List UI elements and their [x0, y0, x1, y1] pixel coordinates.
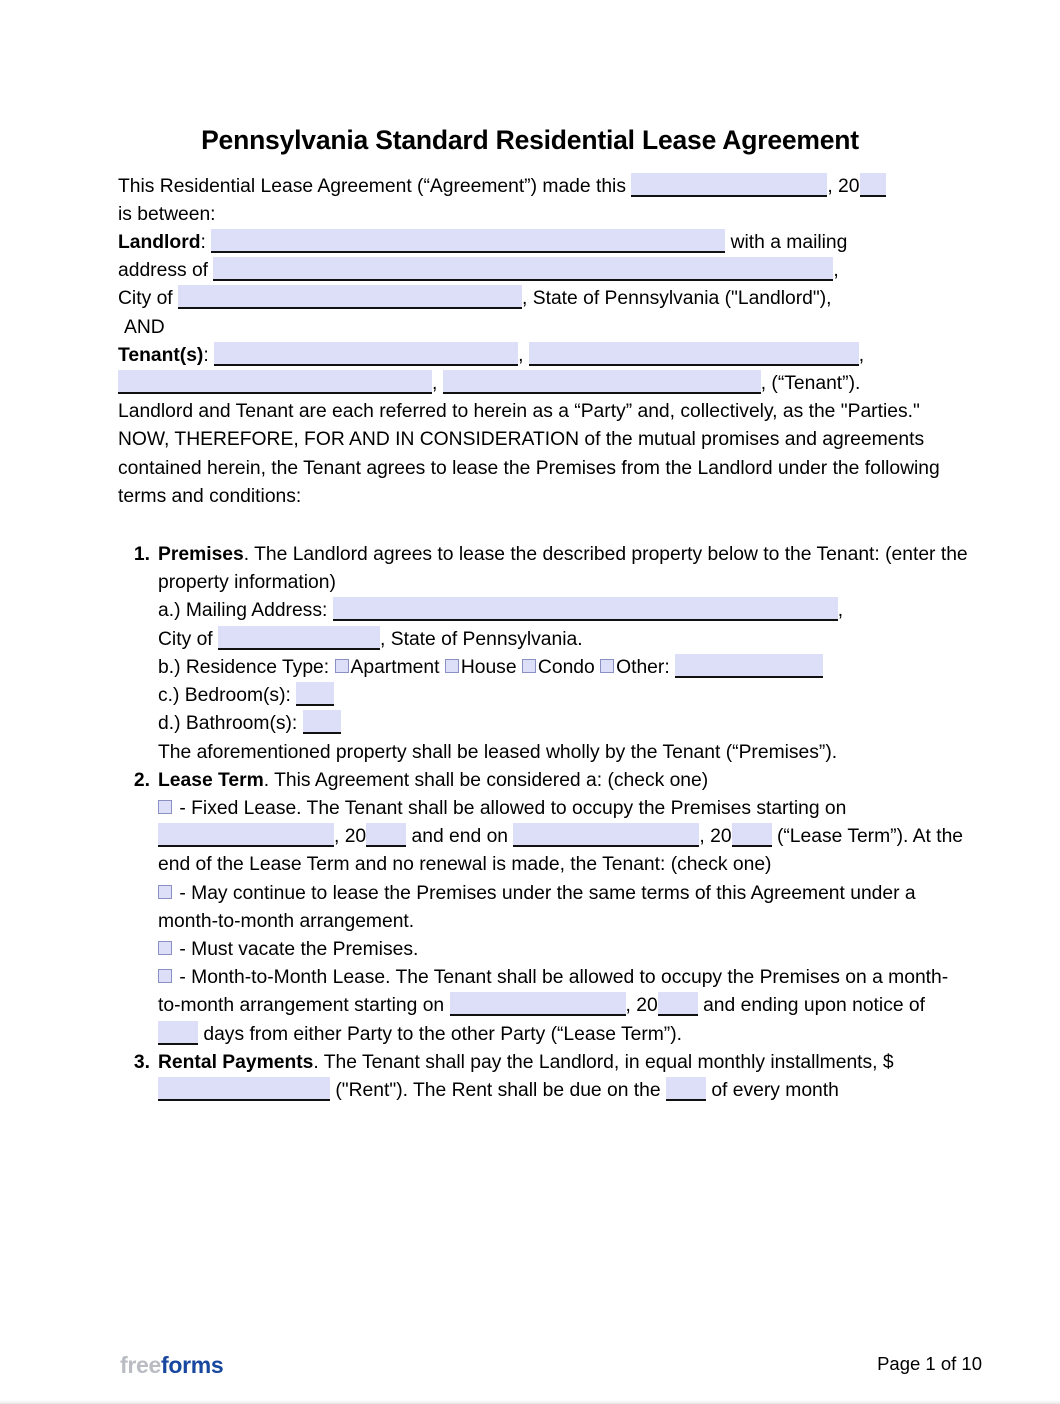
section-premises-number: 1.	[133, 544, 150, 566]
premises-item-a-city	[158, 626, 970, 654]
landlord-name-field[interactable]	[211, 229, 725, 253]
section-lease-term-intro-text: . This Agreement shall be considered a: (check one)	[263, 769, 709, 791]
fixed-lease-tail-text: (“Lease Term”). At the end of the Lease Term and no renewal is made, the Tenant: (check one)	[158, 826, 964, 876]
premises-bathrooms-label: d.) Bathroom(s):	[158, 713, 298, 735]
premises-option-other: Other:	[616, 656, 670, 678]
checkbox-apartment[interactable]	[335, 659, 349, 673]
mtm-notice-post-text: days from either Party to the other Party (“Lease Term”).	[203, 1023, 683, 1045]
mtm-start-date-field[interactable]	[450, 992, 626, 1016]
fixed-lease-mid-text: and end on	[411, 826, 509, 848]
premises-city-field[interactable]	[218, 626, 380, 650]
fixed-lease-start-date-field[interactable]	[158, 823, 334, 847]
mtm-start-year-prefix: , 20	[625, 995, 658, 1017]
section-premises-intro	[158, 541, 970, 597]
mtm-and-text: and	[703, 995, 736, 1017]
fixed-lease-end-year-field[interactable]	[732, 823, 772, 847]
landlord-address-suffix: ,	[833, 260, 839, 282]
section-rental-payments-heading: Rental Payments	[158, 1051, 314, 1073]
intro-line2-text: is between:	[118, 203, 216, 225]
fixed-lease-end-date-field[interactable]	[513, 823, 699, 847]
mtm-notice-days-field[interactable]	[158, 1021, 198, 1045]
premises-item-c	[158, 682, 970, 710]
sub-option-vacate	[158, 936, 970, 964]
section-rental-payments-intro-text: . The Tenant shall pay the Landlord, in equal monthly installments,	[313, 1051, 878, 1073]
premises-city-suffix: , State of Pennsylvania.	[380, 628, 583, 650]
landlord-suffix: with a mailing	[730, 232, 848, 254]
section-lease-term	[118, 767, 970, 1049]
intro-line1-text: This Residential Lease Agreement (“Agreement”) made this	[118, 175, 626, 197]
document-body	[0, 173, 1060, 1106]
section-lease-term-intro	[158, 767, 970, 795]
premises-other-field[interactable]	[675, 654, 823, 678]
landlord-address-label: address of	[118, 260, 209, 282]
fixed-lease-text: - Fixed Lease. The Tenant shall be allowed to occupy the Premises starting on	[179, 797, 847, 819]
tenant-comma-2: ,	[858, 344, 865, 366]
mtm-start-year-field[interactable]	[658, 992, 698, 1016]
tenant-block	[118, 342, 970, 398]
landlord-city-label: City of	[118, 288, 173, 310]
checkbox-continue-month-to-month[interactable]	[158, 885, 172, 899]
page-title: Pennsylvania Standard Residential Lease Agreement	[201, 124, 859, 155]
consideration-paragraph: NOW, THEREFORE, FOR AND IN CONSIDERATION of the mutual promises and agreements contained herein, the Tenant agrees to lease the Premises from the Landlord under the following terms and conditions:	[118, 429, 940, 507]
premises-item-b	[158, 654, 970, 682]
landlord-label: Landlord	[118, 232, 201, 254]
premises-city-label: City of	[158, 628, 213, 650]
month-to-month-option	[158, 964, 970, 1049]
tenant-suffix: , (“Tenant”).	[760, 373, 861, 395]
rent-amount-field[interactable]	[158, 1077, 330, 1101]
tenant-name-field-3[interactable]	[118, 370, 432, 394]
tenant-name-field-1[interactable]	[214, 342, 518, 366]
checkbox-must-vacate[interactable]	[158, 941, 172, 955]
document-page	[0, 18, 1060, 1404]
parties-defined-paragraph: Landlord and Tenant are each referred to herein as a “Party” and, collectively, as the "Parties."	[118, 401, 920, 423]
agreement-year-field[interactable]	[860, 173, 886, 197]
fixed-lease-option	[158, 795, 970, 880]
checkbox-house[interactable]	[445, 659, 459, 673]
logo-text-forms: forms	[161, 1351, 224, 1378]
and-label: AND	[124, 316, 165, 338]
premises-option-apartment: Apartment	[350, 656, 440, 678]
page-bottom-edge	[0, 1400, 1060, 1404]
premises-bedrooms-field[interactable]	[296, 682, 334, 706]
fixed-lease-end-year-prefix: , 20	[699, 826, 732, 848]
landlord-block	[118, 229, 970, 342]
premises-option-condo: Condo	[537, 656, 595, 678]
rent-due-day-field[interactable]	[666, 1077, 706, 1101]
month-to-month-text: - Month-to-Month Lease. The Tenant shall be allowed to occupy the Premises on a month-to-month arrangement starting on	[158, 967, 949, 1017]
tenant-colon: :	[203, 344, 209, 366]
sub-option-vacate-text: - Must vacate the Premises.	[179, 938, 419, 960]
fixed-lease-start-year-prefix: , 20	[334, 826, 367, 848]
checkbox-fixed-lease[interactable]	[158, 800, 172, 814]
section-premises	[118, 541, 970, 767]
landlord-address-field[interactable]	[213, 257, 833, 281]
fixed-lease-start-year-field[interactable]	[366, 823, 406, 847]
section-rental-payments	[118, 1049, 970, 1105]
tenant-name-field-2[interactable]	[529, 342, 859, 366]
rent-mid-text: ("Rent"). The Rent shall be due on the	[335, 1079, 661, 1101]
premises-mailing-address-label: a.) Mailing Address:	[158, 600, 328, 622]
checkbox-other[interactable]	[600, 659, 614, 673]
premises-bathrooms-field[interactable]	[303, 710, 341, 734]
freeforms-logo	[120, 1352, 223, 1379]
premises-item-a	[158, 597, 970, 625]
premises-residence-type-label: b.) Residence Type:	[158, 656, 330, 678]
page-indicator: Page 1 of 10	[877, 1352, 982, 1374]
section-lease-term-number: 2.	[133, 769, 150, 791]
sub-option-continue-lease	[158, 880, 970, 936]
logo-text-free: free	[120, 1351, 161, 1378]
mtm-notice-pre-text: ending upon notice of	[740, 995, 925, 1017]
premises-bedrooms-label: c.) Bedroom(s):	[158, 685, 291, 707]
tenant-name-field-4[interactable]	[443, 370, 761, 394]
premises-mailing-address-field[interactable]	[333, 597, 838, 621]
intro-paragraph	[118, 173, 970, 229]
premises-closing-text: The aforementioned property shall be leased wholly by the Tenant (“Premises”).	[158, 741, 838, 763]
rent-tail-text: of every month	[711, 1079, 839, 1101]
landlord-city-suffix: , State of Pennsylvania ("Landlord"),	[522, 288, 832, 310]
tenant-comma-3: ,	[432, 373, 438, 395]
premises-item-a-suffix: ,	[837, 600, 844, 622]
landlord-colon: :	[200, 232, 206, 254]
page-footer	[0, 1344, 1060, 1404]
premises-option-house: House	[460, 656, 517, 678]
section-premises-intro-text: . The Landlord agrees to lease the described property below to the Tenant: (enter the property information)	[158, 544, 968, 594]
section-premises-heading: Premises	[158, 544, 244, 566]
section-rental-payments-body	[158, 1049, 970, 1105]
tenant-label: Tenant(s)	[118, 344, 204, 366]
agreement-date-field[interactable]	[631, 173, 827, 197]
landlord-city-field[interactable]	[178, 285, 522, 309]
checkbox-month-to-month-lease[interactable]	[158, 969, 172, 983]
rent-dollar-sign: $	[882, 1051, 894, 1073]
section-rental-payments-number: 3.	[133, 1051, 150, 1073]
section-lease-term-heading: Lease Term	[158, 769, 264, 791]
intro-line1-suffix: , 20	[827, 175, 860, 197]
tenant-comma-1: ,	[518, 344, 524, 366]
premises-item-d	[158, 710, 970, 738]
sub-option-continue-text: - May continue to lease the Premises under the same terms of this Agreement under a month-to-month arrangement.	[158, 882, 916, 932]
checkbox-condo[interactable]	[522, 659, 536, 673]
